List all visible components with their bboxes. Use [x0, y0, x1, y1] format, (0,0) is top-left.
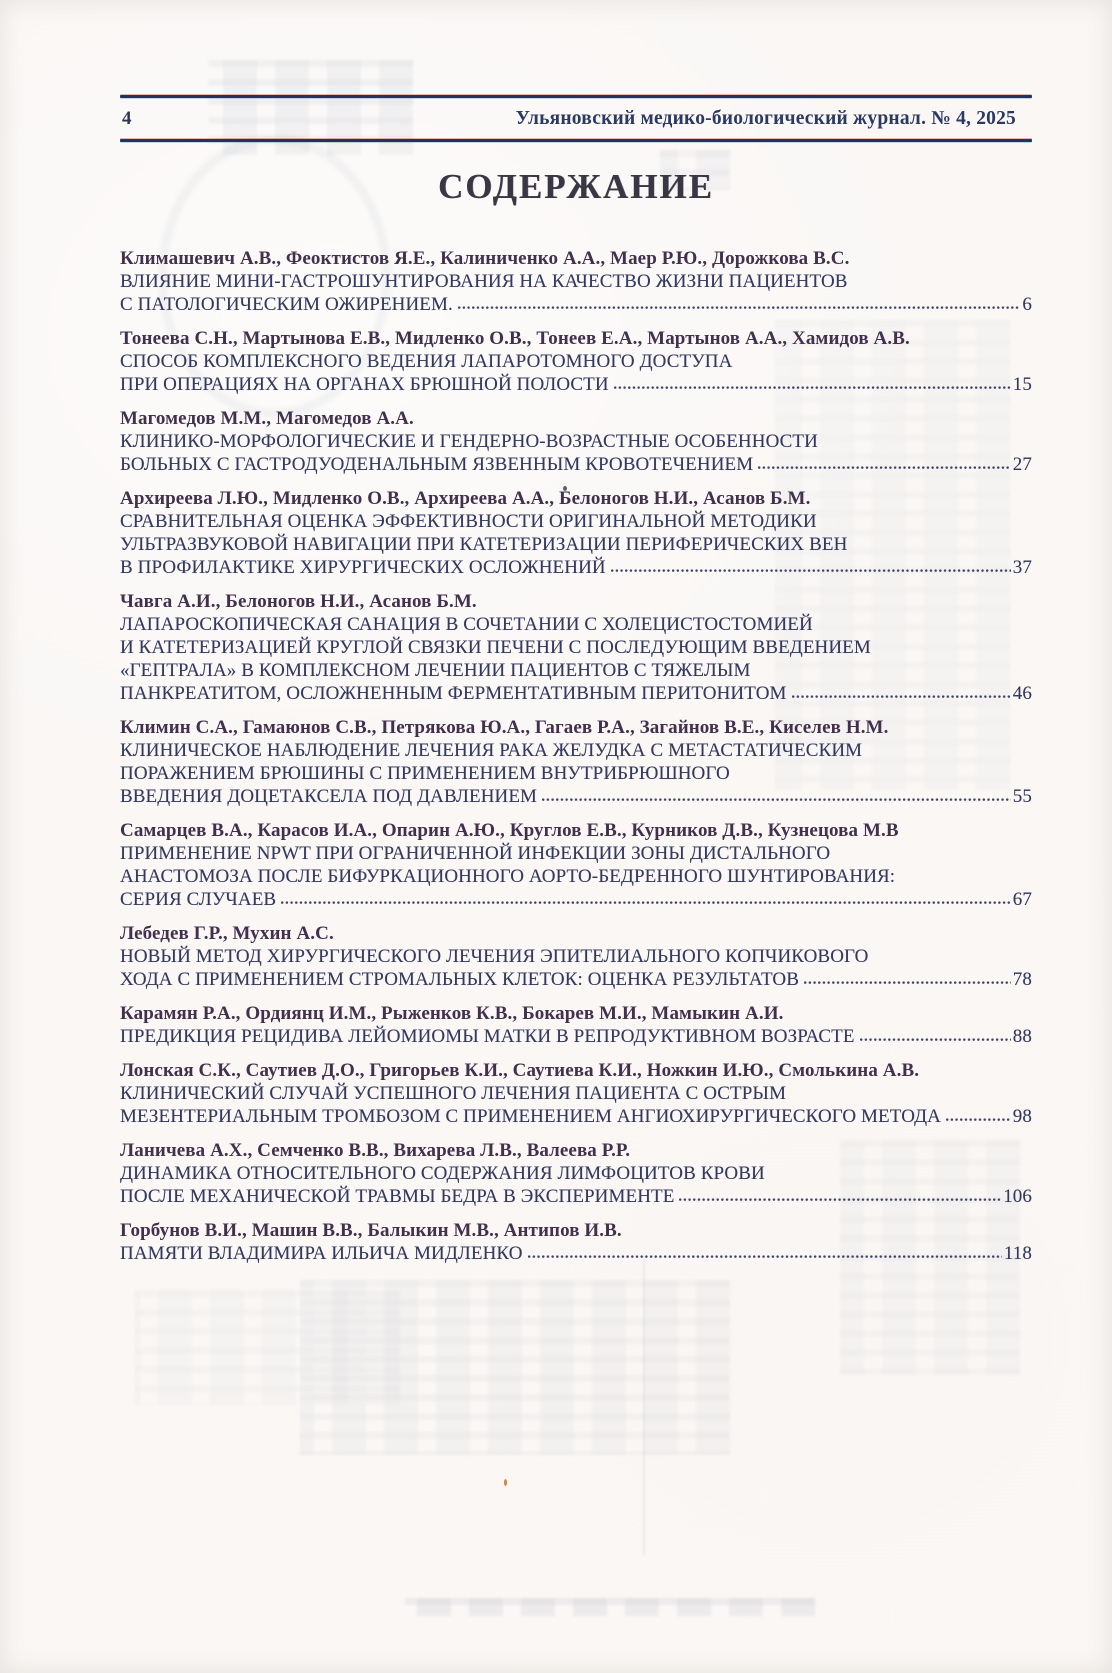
dot-leader — [804, 981, 1011, 988]
toc-entry — [120, 327, 1032, 396]
toc-entry-title-line: СПОСОБ КОМПЛЕКСНОГО ВЕДЕНИЯ ЛАПАРОТОМНОГО ДОСТУПА — [120, 351, 733, 372]
toc-entry — [120, 590, 1032, 705]
toc-entry-page-number: 15 — [1012, 374, 1032, 395]
toc-entry-title-line — [120, 888, 1032, 911]
toc-entry-page-number: 118 — [1003, 1243, 1032, 1264]
toc-entry-title-text: МЕЗЕНТЕРИАЛЬНЫМ ТРОМБОЗОМ С ПРИМЕНЕНИЕМ АНГИОХИРУРГИЧЕСКОГО МЕТОДА — [120, 1106, 941, 1127]
toc-entry-title-line: КЛИНИКО-МОРФОЛОГИЧЕСКИЕ И ГЕНДЕРНО-ВОЗРАСТНЫЕ ОСОБЕННОСТИ — [120, 431, 818, 452]
toc-entry-authors: Карамян Р.А., Ордиянц И.М., Рыженков К.В., Бокарев М.И., Мамыкин А.И. — [120, 1003, 784, 1024]
toc-entry-title-line: «ГЕПТРАЛА» В КОМПЛЕКСНОМ ЛЕЧЕНИИ ПАЦИЕНТОВ С ТЯЖЕЛЫМ — [120, 660, 751, 681]
toc-entry-title-text: В ПРОФИЛАКТИКЕ ХИРУРГИЧЕСКИХ ОСЛОЖНЕНИЙ — [120, 557, 606, 578]
toc-entry — [120, 1002, 1032, 1048]
dot-leader — [281, 901, 1011, 908]
toc-entry-title-line — [120, 1242, 1032, 1265]
journal-title: Ульяновский медико-биологический журнал. № 4, 2025 — [515, 107, 1016, 129]
dot-leader — [611, 569, 1011, 576]
toc-entry-authors: Лебедев Г.Р., Мухин А.С. — [120, 923, 334, 944]
toc-entry-title-text: СЕРИЯ СЛУЧАЕВ — [120, 889, 277, 910]
toc-entry-title-line — [120, 556, 1032, 579]
toc-entry-title-line: НОВЫЙ МЕТОД ХИРУРГИЧЕСКОГО ЛЕЧЕНИЯ ЭПИТЕЛИАЛЬНОГО КОПЧИКОВОГО — [120, 946, 869, 967]
toc-entry-page-number: 6 — [1022, 294, 1032, 315]
toc-entry-page-number: 67 — [1012, 889, 1032, 910]
toc-entry-title-line — [120, 1025, 1032, 1048]
dot-leader — [946, 1118, 1011, 1125]
toc-entry-page-number: 88 — [1012, 1026, 1032, 1047]
toc-entry-title-line — [120, 785, 1032, 808]
toc-entry-page-number: 106 — [1003, 1186, 1032, 1207]
dot-leader — [458, 306, 1021, 313]
toc-entry-page-number: 27 — [1012, 454, 1032, 475]
toc-entry-title-line — [120, 373, 1032, 396]
dot-leader — [542, 798, 1011, 805]
toc-entry-authors: Архиреева Л.Ю., Мидленко О.В., Архиреева А.А., Белоногов Н.И., Асанов Б.М. — [120, 488, 811, 509]
toc-entry-title-text: ПАНКРЕАТИТОМ, ОСЛОЖНЕННЫМ ФЕРМЕНТАТИВНЫМ ПЕРИТОНИТОМ — [120, 683, 787, 704]
toc-entry — [120, 1139, 1032, 1208]
toc-entry-title-line: КЛИНИЧЕСКОЕ НАБЛЮДЕНИЕ ЛЕЧЕНИЯ РАКА ЖЕЛУДКА С МЕТАСТАТИЧЕСКИМ — [120, 740, 863, 761]
toc-entry — [120, 247, 1032, 316]
toc-entry-authors: Тонеева С.Н., Мартынова Е.В., Мидленко О.В., Тонеев Е.А., Мартынов А.А., Хамидов А.В. — [120, 328, 910, 349]
toc-entry-authors: Ланичева А.Х., Семченко В.В., Вихарева Л.В., Валеева Р.Р. — [120, 1140, 631, 1161]
toc-entry-title-text: ПРЕДИКЦИЯ РЕЦИДИВА ЛЕЙОМИОМЫ МАТКИ В РЕПРОДУКТИВНОМ ВОЗРАСТЕ — [120, 1026, 855, 1047]
toc-entry-title-line — [120, 968, 1032, 991]
toc-entry — [120, 819, 1032, 911]
toc-entry-title-text: ВВЕДЕНИЯ ДОЦЕТАКСЕЛА ПОД ДАВЛЕНИЕМ — [120, 786, 538, 807]
toc-entry-title-line: СРАВНИТЕЛЬНАЯ ОЦЕНКА ЭФФЕКТИВНОСТИ ОРИГИНАЛЬНОЙ МЕТОДИКИ — [120, 511, 817, 532]
toc-entry — [120, 487, 1032, 579]
dot-leader — [860, 1038, 1011, 1045]
running-header — [120, 98, 1032, 139]
toc-entry-title-line: ПРИМЕНЕНИЕ NPWT ПРИ ОГРАНИЧЕННОЙ ИНФЕКЦИИ ЗОНЫ ДИСТАЛЬНОГО — [120, 843, 831, 864]
toc-entry-page-number: 37 — [1012, 557, 1032, 578]
dot-leader — [614, 386, 1011, 393]
toc-entry-title-text: БОЛЬНЫХ С ГАСТРОДУОДЕНАЛЬНЫМ ЯЗВЕННЫМ КРОВОТЕЧЕНИЕМ — [120, 454, 754, 475]
toc-entry-authors: Горбунов В.И., Машин В.В., Балыкин М.В., Антипов И.В. — [120, 1220, 622, 1241]
toc-entry — [120, 1059, 1032, 1128]
toc-entry-title-line: ДИНАМИКА ОТНОСИТЕЛЬНОГО СОДЕРЖАНИЯ ЛИМФОЦИТОВ КРОВИ — [120, 1163, 765, 1184]
toc-entry-title-line: АНАСТОМОЗА ПОСЛЕ БИФУРКАЦИОННОГО АОРТО-БЕДРЕННОГО ШУНТИРОВАНИЯ: — [120, 866, 896, 887]
toc-entry-title-text: ПРИ ОПЕРАЦИЯХ НА ОРГАНАХ БРЮШНОЙ ПОЛОСТИ — [120, 374, 609, 395]
toc-entry — [120, 407, 1032, 476]
toc-entry-title-line: КЛИНИЧЕСКИЙ СЛУЧАЙ УСПЕШНОГО ЛЕЧЕНИЯ ПАЦИЕНТА С ОСТРЫМ — [120, 1083, 787, 1104]
toc-entry — [120, 716, 1032, 808]
toc-entry-authors: Самарцев В.А., Карасов И.А., Опарин А.Ю., Круглов Е.В., Курников Д.В., Кузнецова М.В — [120, 820, 899, 841]
toc-entry-page-number: 46 — [1012, 683, 1032, 704]
toc-entry-title-text: ХОДА С ПРИМЕНЕНИЕМ СТРОМАЛЬНЫХ КЛЕТОК: ОЦЕНКА РЕЗУЛЬТАТОВ — [120, 969, 800, 990]
dot-leader — [758, 466, 1011, 473]
toc-entry-page-number: 98 — [1012, 1106, 1032, 1127]
toc-entry-title-line — [120, 453, 1032, 476]
toc-entry — [120, 1219, 1032, 1265]
header-rule-bottom — [120, 139, 1032, 142]
toc-entry-title-line — [120, 682, 1032, 705]
dot-leader — [528, 1255, 1002, 1262]
table-of-contents — [120, 247, 1032, 1265]
toc-entry-authors: Лонская С.К., Саутиев Д.О., Григорьев К.И., Саутиева К.И., Ножкин И.Ю., Смолькина А.В. — [120, 1060, 920, 1081]
toc-entry-title-text: ПОСЛЕ МЕХАНИЧЕСКОЙ ТРАВМЫ БЕДРА В ЭКСПЕРИМЕНТЕ — [120, 1186, 675, 1207]
toc-entry-title-line: ЛАПАРОСКОПИЧЕСКАЯ САНАЦИЯ В СОЧЕТАНИИ С ХОЛЕЦИСТОСТОМИЕЙ — [120, 614, 813, 635]
page-number: 4 — [122, 107, 132, 129]
toc-entry — [120, 922, 1032, 991]
bleedthrough-copyright-line — [405, 1598, 815, 1616]
toc-entry-page-number: 55 — [1012, 786, 1032, 807]
bleedthrough-text-center — [300, 1280, 730, 1455]
toc-entry-title-line: ПОРАЖЕНИЕМ БРЮШИНЫ С ПРИМЕНЕНИЕМ ВНУТРИБРЮШНОГО — [120, 763, 730, 784]
toc-entry-page-number: 78 — [1012, 969, 1032, 990]
toc-entry-title-line: ВЛИЯНИЕ МИНИ-ГАСТРОШУНТИРОВАНИЯ НА КАЧЕСТВО ЖИЗНИ ПАЦИЕНТОВ — [120, 271, 848, 292]
dot-leader — [792, 695, 1011, 702]
contents-title: СОДЕРЖАНИЕ — [437, 167, 714, 206]
toc-entry-title-text: С ПАТОЛОГИЧЕСКИМ ОЖИРЕНИЕМ. — [120, 294, 453, 315]
toc-entry-authors: Чавга А.И., Белоногов Н.И., Асанов Б.М. — [120, 591, 477, 612]
toc-entry-title-line — [120, 1185, 1032, 1208]
bleedthrough-column-line — [643, 1255, 645, 1555]
toc-entry-title-line: УЛЬТРАЗВУКОВОЙ НАВИГАЦИИ ПРИ КАТЕТЕРИЗАЦИИ ПЕРИФЕРИЧЕСКИХ ВЕН — [120, 534, 848, 555]
toc-entry-authors: Климин С.А., Гамаюнов С.В., Петрякова Ю.А., Гагаев Р.А., Загайнов В.Е., Киселев Н.М. — [120, 717, 889, 738]
toc-entry-title-line: И КАТЕТЕРИЗАЦИЕЙ КРУГЛОЙ СВЯЗКИ ПЕЧЕНИ С ПОСЛЕДУЮЩИМ ВВЕДЕНИЕМ — [120, 637, 871, 658]
toc-entry-authors: Магомедов М.М., Магомедов А.А. — [120, 408, 414, 429]
toc-entry-title-line — [120, 1105, 1032, 1128]
bleedthrough-text-left — [135, 1290, 400, 1405]
toc-entry-title-text: ПАМЯТИ ВЛАДИМИРА ИЛЬИЧА МИДЛЕНКО — [120, 1243, 523, 1264]
dot-leader — [679, 1198, 1001, 1205]
toc-entry-authors: Климашевич А.В., Феоктистов Я.Е., Калиниченко А.А., Маер Р.Ю., Дорожкова В.С. — [120, 248, 850, 269]
toc-entry-title-line — [120, 293, 1032, 316]
orange-speck — [504, 1479, 507, 1486]
